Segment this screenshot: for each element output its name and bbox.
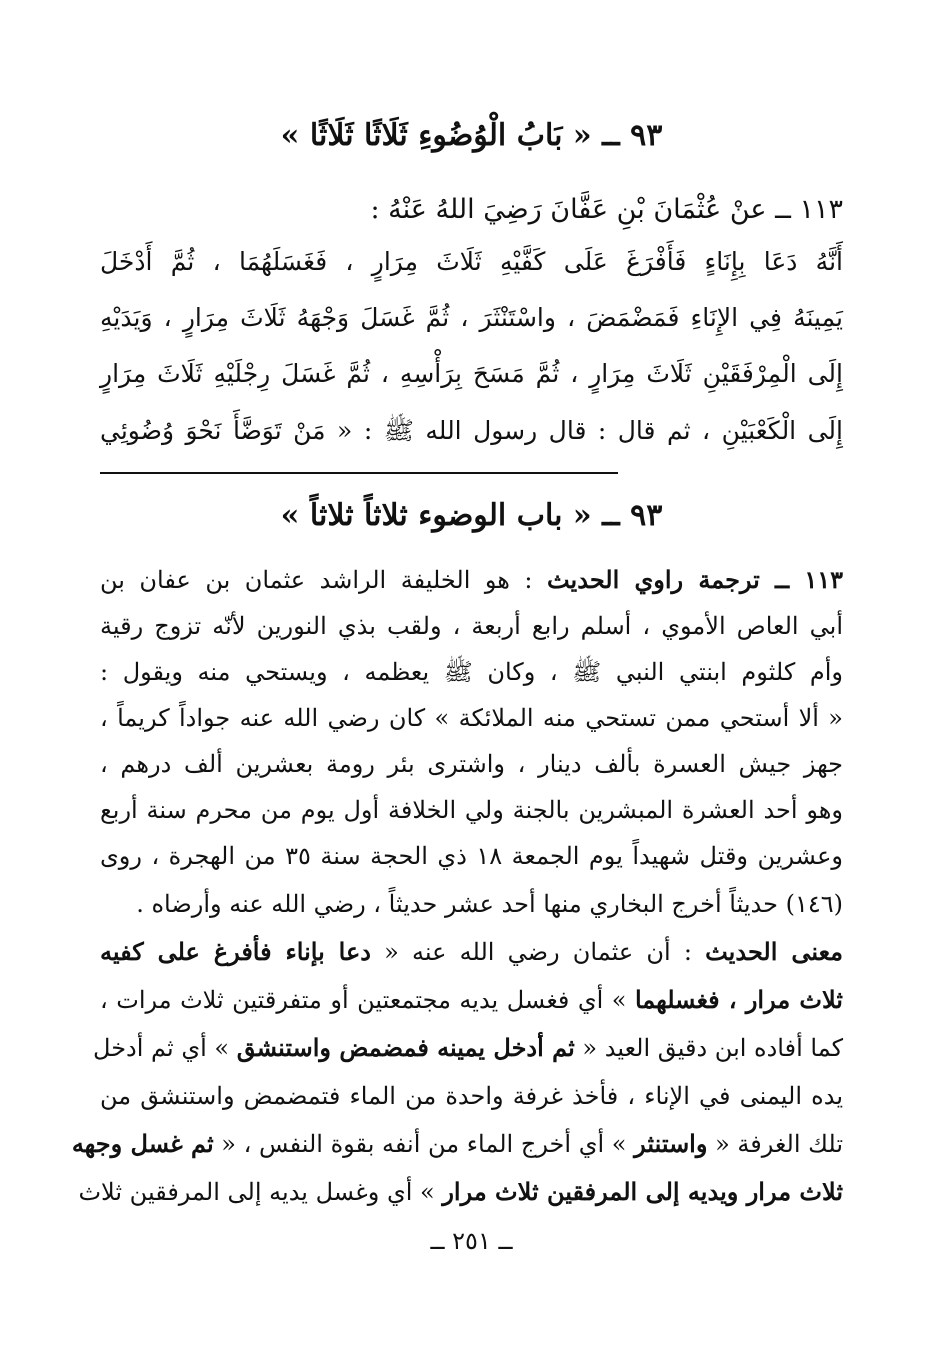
chapter-heading-top: ٩٣ ــ « بَابُ الْوُضُوءِ ثَلَاثًا ثَلَاثًا » [280,118,663,153]
commentary-line: وهو أحد العشرة المبشرين بالجنة ولي الخلافة أول يوم من محرم سنة أربع [100,796,843,824]
hadith-line: أَنَّهُ دَعَا بِإِنَاءٍ فَأَفْرَغَ عَلَى كَفَّيْهِ ثَلَاثَ مِرَارٍ ، فَغَسَلَهُمَا ، ثُمَّ أَدْخَلَ [100,247,843,276]
commentary-line: وعشرين وقتل شهيداً يوم الجمعة ١٨ ذي الحجة سنة ٣٥ من الهجرة ، روى [100,842,844,870]
narrator-bio-label: ١١٣ ــ ترجمة راوي الحديث [546,565,844,594]
commentary-line: كما أفاده ابن دقيق العيد « ثم أدخل يمينه فمضمض واستنشق » أي ثم أدخل [93,1033,843,1062]
commentary-line: جهز جيش العسرة بألف دينار ، واشترى بئر رومة بعشرين ألف درهم ، [100,750,843,778]
commentary-line: « ألا أستحي ممن تستحي منه الملائكة » كان رضي الله عنه جواداً كريماً ، [100,704,843,732]
commentary-line: أبي العاص الأموي ، أسلم رابع أربعة ، ولقب بذي النورين لأنّه تزوج رقية [100,612,843,640]
commentary-line: (١٤٦) حديثاً أخرج البخاري منها أحد عشر حديثاً ، رضي الله عنه وأرضاه . [136,890,843,918]
commentary-line: يده اليمنى في الإناء ، فأخذ غرفة واحدة من الماء فتمضمض واستنشق من [100,1082,843,1110]
hadith-line: إِلَى الْكَعْبَيْنِ ، ثم قال : قال رسول الله ﷺ : « مَنْ تَوَضَّأَ نَحْوَ وُضُوئِي [100,416,843,445]
commentary-line: معنى الحديث : أن عثمان رضي الله عنه « دعا بإناء فأفرغ على كفيه [100,937,843,966]
commentary-line: وأم كلثوم ابنتي النبي ﷺ ، وكان ﷺ يعظمه ، ويستحي منه ويقول : [100,658,843,686]
hadith-line: إِلَى الْمِرْفَقَيْنِ ثَلَاثَ مِرَارٍ ، ثُمَّ مَسَحَ بِرَأْسِهِ ، ثُمَّ غَسَلَ رِجْلَيْهِ ثَلَاثَ مِرَارٍ [100,359,843,388]
commentary-line: ثلاث مرار ويديه إلى المرفقين ثلاث مرار » أي وغسل يديه إلى المرفقين ثلاث [78,1177,843,1206]
meaning-label: معنى الحديث [705,937,843,966]
hadith-line: ١١٣ ــ عنْ عُثْمَانَ بْنِ عَفَّانَ رَضِيَ اللهُ عَنْهُ : [370,194,843,225]
commentary-line: ثلاث مرار ، فغسلهما » أي فغسل يديه مجتمعتين أو متفرقتين ثلاث مرات ، [100,985,843,1014]
hadith-line: يَمِينَهُ فِي الإِنَاءِ فَمَضْمَضَ ، واسْتَنْثَرَ ، ثُمَّ غَسَلَ وَجْهَهُ ثَلَاثَ مِرَارٍ ، وَيَدَيْهِ [100,303,843,332]
commentary-line: ١١٣ ــ ترجمة راوي الحديث : هو الخليفة الراشد عثمان بن عفان بن [100,565,844,594]
page-number: ــ ٢٥١ ــ [430,1227,513,1255]
chapter-heading-commentary: ٩٣ ــ « باب الوضوء ثلاثاً ثلاثاً » [280,498,663,533]
commentary-line: تلك الغرفة « واستنثر » أي أخرج الماء من أنفه بقوة النفس ، « ثم غسل وجهه [71,1129,843,1158]
separator-rule [100,472,618,474]
